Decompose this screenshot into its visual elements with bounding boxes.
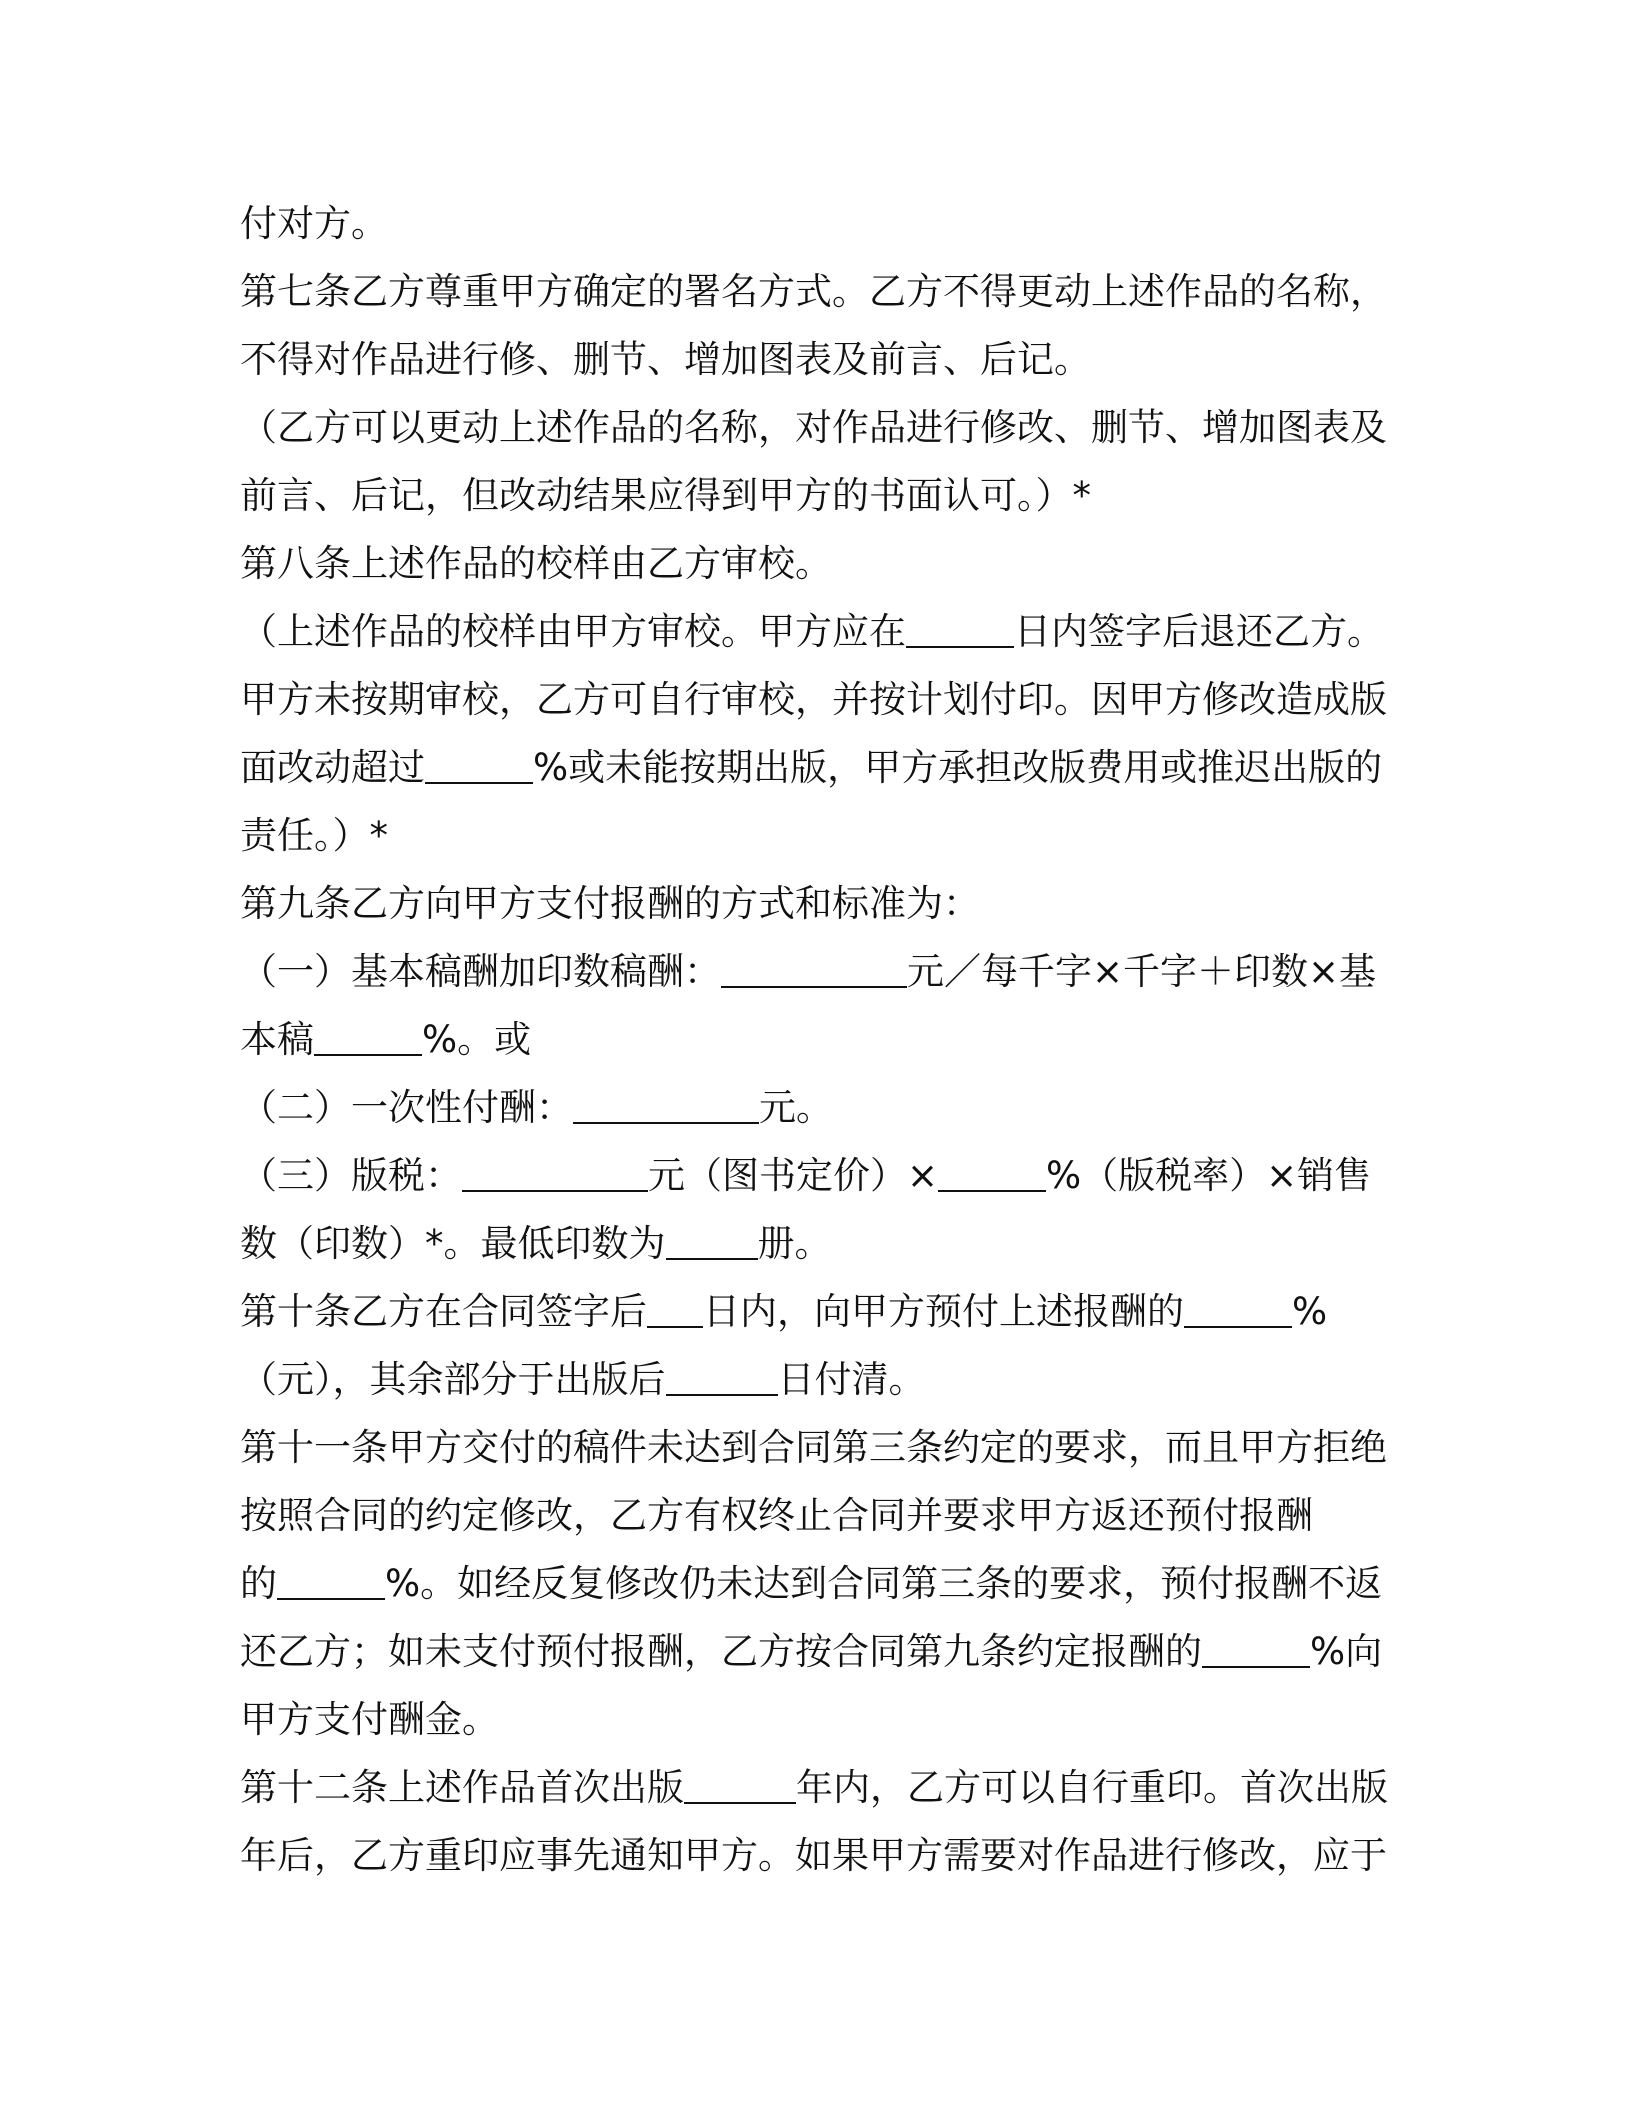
text-line: （乙方可以更动上述作品的名称，对作品进行修改、删节、增加图表及	[240, 406, 1387, 449]
text-line: 不得对作品进行修、删节、增加图表及前言、后记。	[240, 338, 1091, 381]
text-segment: 册。	[757, 1222, 832, 1265]
fill-in-blank	[666, 1218, 758, 1260]
text-segment: 元。	[759, 1086, 833, 1129]
text-line: 前言、后记，但改动结果应得到甲方的书面认可。）*	[240, 474, 1091, 517]
text-segment: 第十条乙方在合同签字后	[240, 1290, 647, 1333]
fill-in-blank	[647, 1286, 703, 1328]
text-line	[240, 1210, 1392, 1278]
text-segment: （上述作品的校样由甲方审校。甲方应在	[240, 610, 906, 653]
fill-in-blank	[462, 1150, 648, 1192]
article-9: 第九条乙方向甲方支付报酬的方式和标准为：	[240, 882, 980, 925]
article-10	[240, 1278, 1392, 1346]
fill-in-blank	[1184, 1286, 1292, 1328]
text-segment: %	[1292, 1290, 1328, 1333]
text-line	[240, 1142, 1392, 1210]
text-line	[240, 734, 1392, 802]
fill-in-blank	[425, 742, 533, 784]
text-line: 付对方。	[240, 202, 388, 245]
text-segment: %。或	[422, 1018, 532, 1061]
fill-in-blank	[906, 606, 1014, 648]
text-segment: 日内签字后退还乙方。	[1014, 610, 1384, 653]
article-7: 第七条乙方尊重甲方确定的署名方式。乙方不得更动上述作品的名称，	[240, 270, 1387, 313]
text-segment: 还乙方；如未支付预付报酬，乙方按合同第九条约定报酬的	[240, 1630, 1202, 1673]
text-line	[240, 1550, 1392, 1618]
text-segment: 日内，向甲方预付上述报酬的	[703, 1290, 1184, 1333]
text-segment: 本稿	[240, 1018, 314, 1061]
text-segment: %或未能按期出版，甲方承担改版费用或推迟出版的	[533, 746, 1383, 789]
text-segment: %（版税率）×销售	[1046, 1154, 1372, 1197]
text-segment: 元／每千字×千字＋印数×基	[907, 950, 1377, 993]
text-segment: （元），其余部分于出版后	[240, 1358, 666, 1401]
text-segment: 的	[240, 1562, 277, 1605]
article-8: 第八条上述作品的校样由乙方审校。	[240, 542, 832, 585]
text-segment: （一）基本稿酬加印数稿酬：	[240, 950, 721, 993]
article-11: 第十一条甲方交付的稿件未达到合同第三条约定的要求，而且甲方拒绝	[240, 1426, 1387, 1469]
fill-in-blank	[938, 1150, 1046, 1192]
text-line	[240, 1618, 1392, 1686]
text-line	[240, 938, 1392, 1006]
text-line	[240, 1346, 1392, 1414]
text-line: 按照合同的约定修改，乙方有权终止合同并要求甲方返还预付报酬	[240, 1494, 1313, 1537]
text-segment: 第十二条上述作品首次出版	[240, 1766, 684, 1809]
text-segment: 日付清。	[777, 1358, 926, 1401]
text-line	[240, 1074, 1392, 1142]
text-segment: 元（图书定价）×	[648, 1154, 939, 1197]
text-line: 年后，乙方重印应事先通知甲方。如果甲方需要对作品进行修改，应于	[240, 1834, 1387, 1877]
fill-in-blank	[573, 1082, 759, 1124]
article-12	[240, 1754, 1392, 1822]
text-segment: （三）版税：	[240, 1154, 462, 1197]
fill-in-blank	[277, 1558, 385, 1600]
text-segment: 年内，乙方可以自行重印。首次出版	[796, 1766, 1388, 1809]
fill-in-blank	[721, 946, 907, 988]
fill-in-blank	[666, 1354, 778, 1396]
text-line: 甲方支付酬金。	[240, 1698, 499, 1741]
fill-in-blank	[684, 1762, 796, 1804]
text-segment: 数（印数）*。最低印数为	[240, 1222, 666, 1265]
text-segment: （二）一次性付酬：	[240, 1086, 573, 1129]
text-line: 责任。）*	[240, 814, 388, 857]
fill-in-blank	[314, 1014, 422, 1056]
fill-in-blank	[1202, 1626, 1310, 1668]
text-line	[240, 1006, 1392, 1074]
text-segment: %。如经反复修改仍未达到合同第三条的要求，预付报酬不返	[385, 1562, 1383, 1605]
text-segment: 面改动超过	[240, 746, 425, 789]
text-segment: %向	[1310, 1630, 1383, 1673]
text-line: 甲方未按期审校，乙方可自行审校，并按计划付印。因甲方修改造成版	[240, 678, 1387, 721]
document-page	[240, 190, 1392, 1890]
text-line	[240, 598, 1392, 666]
